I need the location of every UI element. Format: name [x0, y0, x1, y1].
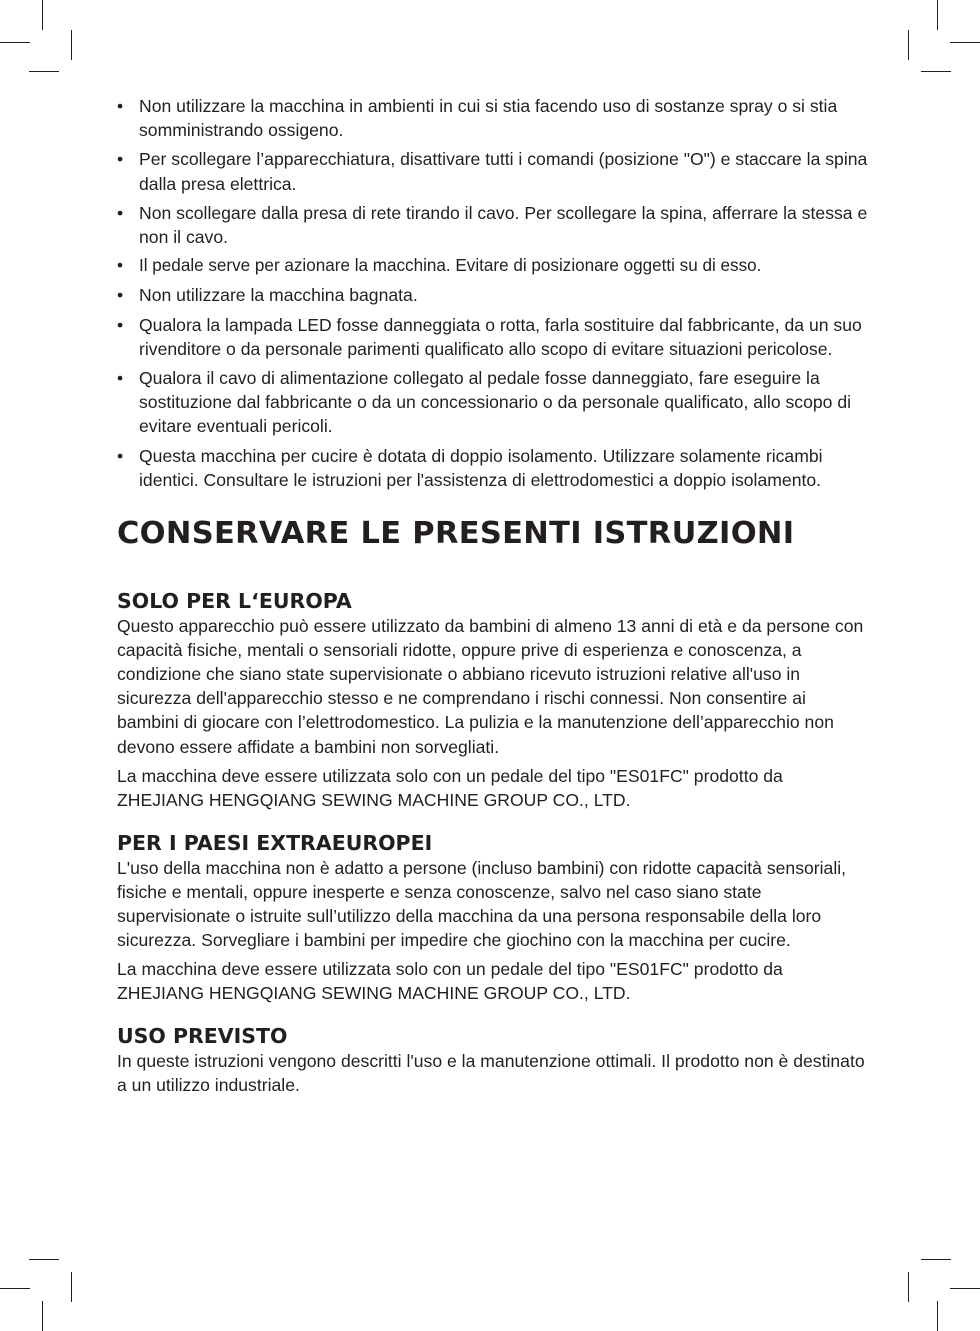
section-heading: USO PREVISTO: [117, 1024, 288, 1049]
crop-mark: [921, 71, 951, 72]
section-heading: PER I PAESI EXTRAEUROPEI: [117, 830, 433, 855]
safety-bullet-list: [117, 94, 869, 492]
paragraph: L'uso della macchina non è adatto a persone (incluso bambini) con ridotte capacità sensoriali, fisiche e mentali, oppure inesperte e senza conoscenze, salvo nel caso siano state supervisionate o istruite sull’utilizzo della macchina da una persona responsabile della loro sicurezza. Sorvegliare i bambini per impedire che giochino con la macchina per cucire.: [117, 857, 847, 951]
crop-mark: [908, 30, 909, 60]
bullet-item: • Non utilizzare la macchina bagnata.: [117, 283, 869, 307]
paragraph: Questo apparecchio può essere utilizzato da bambini di almeno 13 anni di età e da persone con capacità fisiche, mentali o sensoriali ridotte, oppure prive di esperienza e conoscenza, a condizione che siano state supervisionate o abbiano ricevuto istruzioni relative all'uso in sicurezza dell'apparecchio stesso e ne comprendano i rischi connessi. Non consentire ai bambini di giocare con l’elettrodomestico. La pulizia e la manutenzione dell’apparecchio non devono essere affidate a bambini non sorvegliati.: [117, 616, 864, 757]
section-non-europe: [117, 830, 869, 1006]
crop-mark: [0, 1288, 30, 1289]
crop-mark: [921, 1259, 951, 1260]
crop-mark: [42, 1301, 43, 1331]
bullet-item: • Per scollegare l’apparecchiatura, disattivare tutti i comandi (posizione "O") e staccare la spina dalla presa elettrica.: [117, 147, 869, 195]
crop-mark: [29, 71, 59, 72]
crop-mark: [0, 42, 30, 43]
section-heading: SOLO PER L‘EUROPA: [117, 589, 352, 614]
bullet-item: • Non utilizzare la macchina in ambienti in cui si stia facendo uso di sostanze spray o si stia somministrando ossigeno.: [117, 94, 869, 142]
crop-mark: [908, 1272, 909, 1302]
crop-mark: [29, 1259, 59, 1260]
main-heading: CONSERVARE LE PRESENTI ISTRUZIONI: [117, 516, 795, 552]
crop-mark: [937, 0, 938, 30]
section-europe: [117, 588, 869, 812]
crop-mark: [950, 42, 980, 43]
crop-mark: [950, 1288, 980, 1289]
bullet-item: • Qualora la lampada LED fosse danneggiata o rotta, farla sostituire dal fabbricante, da un suo rivenditore o da personale parimenti qualificato allo scopo di evitare situazioni pericolose.: [117, 313, 869, 361]
section-intended-use: [117, 1023, 869, 1097]
crop-mark: [71, 1272, 72, 1302]
document-body: [117, 94, 869, 1103]
crop-mark: [42, 0, 43, 30]
crop-mark: [71, 30, 72, 60]
paragraph: In queste istruzioni vengono descritti l'uso e la manutenzione ottimali. Il prodotto non è destinato a un utilizzo industriale.: [117, 1051, 865, 1096]
paragraph: La macchina deve essere utilizzata solo con un pedale del tipo "ES01FC" prodotto da ZHEJIANG HENGQIANG SEWING MACHINE GROUP CO., LTD.: [117, 765, 783, 810]
bullet-item: • Qualora il cavo di alimentazione collegato al pedale fosse danneggiato, fare eseguire la sostituzione dal fabbricante o da un concessionario o da personale qualificato, allo scopo di evitare eventuali pericoli.: [117, 366, 869, 439]
bullet-item: • Il pedale serve per azionare la macchina. Evitare di posizionare oggetti su di esso.: [117, 254, 869, 278]
paragraph: La macchina deve essere utilizzata solo con un pedale del tipo "ES01FC" prodotto da ZHEJIANG HENGQIANG SEWING MACHINE GROUP CO., LTD.: [117, 959, 783, 1004]
crop-mark: [937, 1301, 938, 1331]
bullet-item: • Non scollegare dalla presa di rete tirando il cavo. Per scollegare la spina, afferrare la stessa e non il cavo.: [117, 201, 869, 249]
bullet-item: • Questa macchina per cucire è dotata di doppio isolamento. Utilizzare solamente ricambi identici. Consultare le istruzioni per l'assistenza di elettrodomestici a doppio isolamento.: [117, 444, 869, 492]
